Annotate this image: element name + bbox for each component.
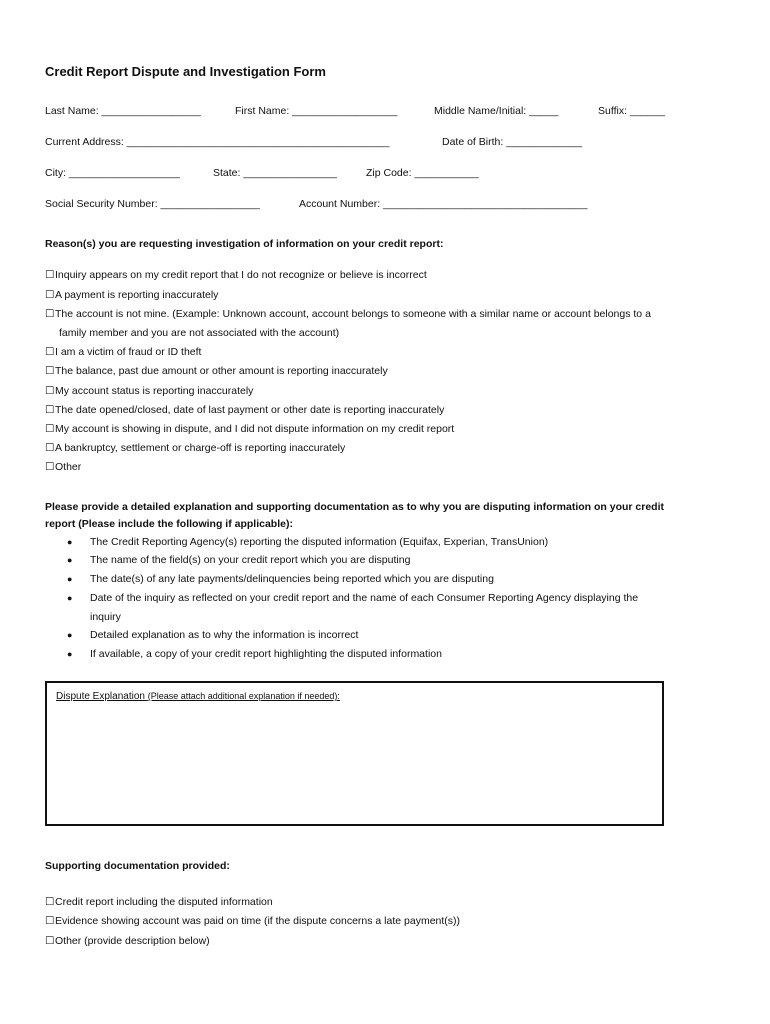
reason-checkbox-item[interactable] xyxy=(45,385,253,397)
form-title: Credit Report Dispute and Investigation Form xyxy=(45,64,326,79)
supporting-checkbox-item[interactable] xyxy=(45,935,210,947)
ssn-field[interactable]: Social Security Number: _________________ xyxy=(45,198,260,210)
reason-checkbox-item[interactable] xyxy=(45,269,427,281)
checkbox-icon[interactable]: ☐ xyxy=(45,896,55,908)
checkbox-icon[interactable]: ☐ xyxy=(45,423,55,435)
reason-checkbox-item[interactable] xyxy=(45,423,454,435)
checkbox-icon[interactable]: ☐ xyxy=(45,442,55,454)
reason-label: A payment is reporting inaccurately xyxy=(55,289,219,301)
supporting-label: Other (provide description below) xyxy=(55,935,210,947)
checkbox-icon[interactable]: ☐ xyxy=(45,915,55,927)
supporting-heading: Supporting documentation provided: xyxy=(45,860,230,872)
explanation-heading-continuation: report (Please include the following if applicable): xyxy=(45,518,293,530)
reason-label: The date opened/closed, date of last payment or other date is reporting inaccurately xyxy=(55,404,445,416)
bullet-icon: ● xyxy=(67,649,73,659)
suffix-field[interactable]: Suffix: ______ xyxy=(598,105,665,117)
supporting-label: Evidence showing account was paid on time (if the dispute concerns a late payment(s)) xyxy=(55,915,461,927)
date-of-birth-field[interactable]: Date of Birth: _____________ xyxy=(442,136,583,148)
zip-code-field[interactable]: Zip Code: ___________ xyxy=(366,167,479,179)
explanation-heading: Please provide a detailed explanation and supporting documentation as to why you are disputing information on your credit xyxy=(45,501,664,513)
reason-label: Other xyxy=(55,461,82,473)
checkbox-icon[interactable]: ☐ xyxy=(45,935,55,947)
supporting-label: Credit report including the disputed information xyxy=(55,896,273,908)
checkbox-icon[interactable]: ☐ xyxy=(45,289,55,301)
bullet-item: Date of the inquiry as reflected on your credit report and the name of each Consumer Reporting Agency displaying the xyxy=(90,592,639,604)
reason-label: Inquiry appears on my credit report that I do not recognize or believe is incorrect xyxy=(55,269,427,281)
supporting-checkbox-item[interactable] xyxy=(45,915,460,927)
bullet-icon: ● xyxy=(67,555,73,565)
state-field[interactable]: State: ________________ xyxy=(213,167,337,179)
bullet-icon: ● xyxy=(67,537,73,547)
checkbox-icon[interactable]: ☐ xyxy=(45,269,55,281)
bullet-item-continuation: inquiry xyxy=(90,611,121,623)
middle-name-field[interactable]: Middle Name/Initial: _____ xyxy=(434,105,559,117)
reason-checkbox-item[interactable] xyxy=(45,461,81,473)
reason-checkbox-item[interactable] xyxy=(45,365,388,377)
reason-checkbox-item[interactable] xyxy=(45,346,201,358)
city-field[interactable]: City: ___________________ xyxy=(45,167,180,179)
checkbox-icon[interactable]: ☐ xyxy=(45,346,55,358)
bullet-item: The name of the field(s) on your credit report which you are disputing xyxy=(90,554,411,566)
account-number-field[interactable]: Account Number: ___________________________________ xyxy=(299,198,588,210)
reason-checkbox-item[interactable] xyxy=(45,404,444,416)
bullet-icon: ● xyxy=(67,630,73,640)
first-name-field[interactable]: First Name: __________________ xyxy=(235,105,398,117)
bullet-item: Detailed explanation as to why the information is incorrect xyxy=(90,629,359,641)
checkbox-icon[interactable]: ☐ xyxy=(45,404,55,416)
bullet-icon: ● xyxy=(67,593,73,603)
supporting-checkbox-item[interactable] xyxy=(45,896,273,908)
reason-checkbox-item[interactable] xyxy=(45,308,651,320)
checkbox-icon[interactable]: ☐ xyxy=(45,461,55,473)
reasons-heading: Reason(s) you are requesting investigation of information on your credit report: xyxy=(45,238,444,250)
reason-label: The account is not mine. (Example: Unknown account, account belongs to someone with a similar name or account belongs to a xyxy=(55,308,651,320)
bullet-item: The Credit Reporting Agency(s) reporting the disputed information (Equifax, Experian, TransUnion) xyxy=(90,536,549,548)
reason-label-continuation: family member and you are not associated with the account) xyxy=(59,327,340,339)
reason-label: My account status is reporting inaccurately xyxy=(55,385,254,397)
reason-checkbox-item[interactable] xyxy=(45,289,218,301)
reason-label: A bankruptcy, settlement or charge-off is reporting inaccurately xyxy=(55,442,346,454)
checkbox-icon[interactable]: ☐ xyxy=(45,308,55,320)
checkbox-icon[interactable]: ☐ xyxy=(45,385,55,397)
dispute-explanation-label: Dispute Explanation (Please attach additional explanation if needed): xyxy=(56,691,340,702)
reason-label: My account is showing in dispute, and I did not dispute information on my credit report xyxy=(55,423,455,435)
current-address-field[interactable]: Current Address: _____________________________________________ xyxy=(45,136,390,148)
bullet-item: If available, a copy of your credit report highlighting the disputed information xyxy=(90,648,442,660)
reason-label: I am a victim of fraud or ID theft xyxy=(55,346,202,358)
reason-checkbox-item[interactable] xyxy=(45,442,345,454)
checkbox-icon[interactable]: ☐ xyxy=(45,365,55,377)
dispute-explanation-box[interactable] xyxy=(45,681,664,826)
bullet-icon: ● xyxy=(67,574,73,584)
bullet-item: The date(s) of any late payments/delinquencies being reported which you are disputing xyxy=(90,573,494,585)
last-name-field[interactable]: Last Name: _________________ xyxy=(45,105,201,117)
reason-label: The balance, past due amount or other amount is reporting inaccurately xyxy=(55,365,388,377)
